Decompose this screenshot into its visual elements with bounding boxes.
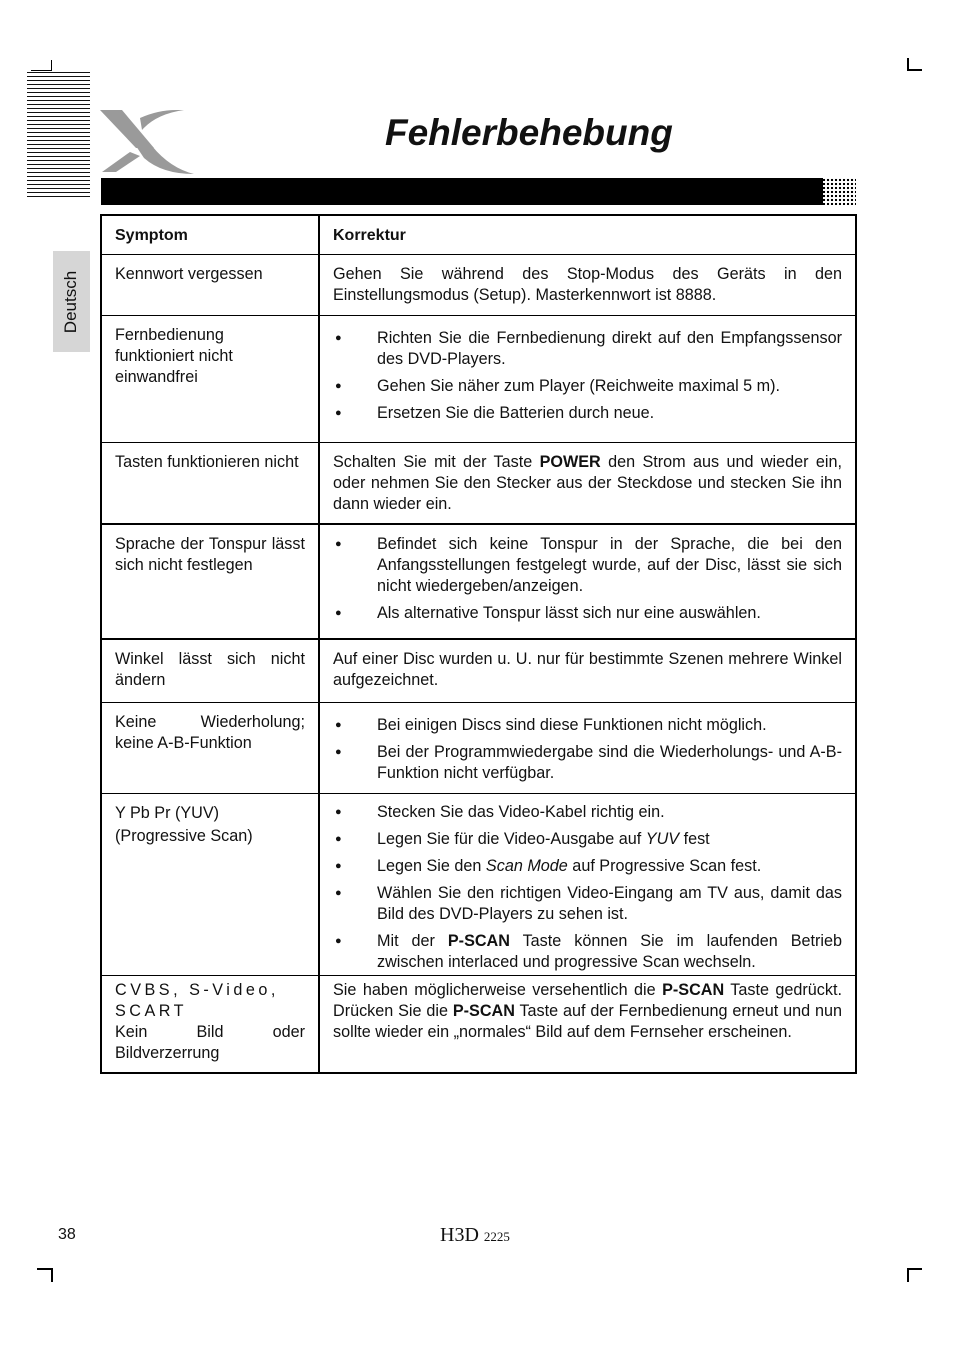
crop-mark-bottom-right bbox=[907, 1268, 922, 1282]
language-tab-label: Deutsch bbox=[61, 270, 81, 333]
symptom-cell bbox=[101, 794, 319, 976]
table-row bbox=[101, 443, 856, 525]
correction-text: Schalten Sie mit der Taste bbox=[333, 453, 540, 471]
list-item: ● Befindet sich keine Tonspur in der Sprache, die bei den Anfangsstellungen festgelegt wurde, auf der Disc, lässt sie sich nicht wiedergeben/anzeigen. bbox=[333, 534, 842, 597]
correction-text: Sie haben möglicherweise versehentlich die bbox=[333, 981, 663, 999]
list-item-text: Taste können Sie im laufenden Betrieb zwischen interlaced und progressive Scan wechseln. bbox=[377, 932, 842, 971]
list-item bbox=[333, 802, 842, 823]
p-scan-key-label: P-SCAN bbox=[662, 981, 725, 999]
table-row bbox=[101, 794, 856, 976]
title-bar-dots bbox=[818, 178, 856, 205]
crop-mark-bottom-left bbox=[37, 1268, 53, 1282]
logo-stripes bbox=[27, 72, 90, 200]
crop-mark-top-left bbox=[31, 60, 52, 71]
table-row bbox=[101, 255, 856, 316]
column-header-korrektur: Korrektur bbox=[319, 215, 856, 255]
model-main: H3D bbox=[440, 1224, 479, 1246]
symptom-line: Kein Bild oder Bildverzerrung bbox=[115, 1023, 305, 1062]
model-number: 2225 bbox=[483, 1229, 510, 1244]
table-row bbox=[101, 639, 856, 703]
correction-cell bbox=[319, 794, 856, 976]
power-key-label: POWER bbox=[539, 453, 601, 471]
list-item: ● Gehen Sie näher zum Player (Reichweite maximal 5 m). bbox=[333, 376, 842, 397]
list-item bbox=[333, 829, 842, 850]
page-number: 38 bbox=[58, 1226, 76, 1243]
symptom-line: (Progressive Scan) bbox=[115, 827, 253, 845]
symptom-cell: Sprache der Tonspur lässt sich nicht festlegen bbox=[101, 524, 319, 639]
table-header-row bbox=[101, 215, 856, 255]
troubleshooting-table bbox=[100, 214, 857, 1074]
correction-text: Taste auf der Fernbedienung erneut und nun sollte wieder ein „normales“ Bild auf dem Fernseher erscheinen. bbox=[333, 1002, 842, 1041]
yuv-label: YUV bbox=[645, 830, 680, 848]
list-item: ● Richten Sie die Fernbedienung direkt auf den Empfangssensor des DVD-Players. bbox=[333, 328, 842, 370]
correction-text: den Strom aus und wieder ein, oder nehmen Sie den Stecker aus der Steckdose und stecken Sie ihn dann wieder ein. bbox=[333, 453, 843, 513]
list-item: ● Als alternative Tonspur lässt sich nur eine auswählen. bbox=[333, 603, 842, 624]
list-item-text: auf Progressive Scan fest. bbox=[567, 857, 762, 875]
page-title: Fehlerbehebung bbox=[385, 112, 673, 153]
x-logo-icon bbox=[96, 108, 196, 176]
correction-cell bbox=[319, 316, 856, 443]
table-row bbox=[101, 524, 856, 639]
correction-cell bbox=[319, 976, 856, 1074]
symptom-cell: Winkel lässt sich nicht ändern bbox=[101, 639, 319, 703]
symptom-cell: Fernbedienung funktioniert nicht einwandfrei bbox=[101, 316, 319, 443]
language-tab bbox=[53, 251, 90, 352]
correction-cell: Auf einer Disc wurden u. U. nur für bestimmte Szenen mehrere Winkel aufgezeichnet. bbox=[319, 639, 856, 703]
list-item bbox=[333, 931, 842, 973]
symptom-line: CVBS, S-Video, SCART bbox=[115, 981, 279, 1020]
model-name bbox=[440, 1224, 510, 1247]
list-item: ● Ersetzen Sie die Batterien durch neue. bbox=[333, 403, 842, 424]
crop-mark-top-right bbox=[907, 58, 922, 71]
table-row bbox=[101, 703, 856, 794]
p-scan-key-label: P-SCAN bbox=[452, 1002, 515, 1020]
list-item bbox=[333, 883, 842, 925]
correction-text: Taste gedrückt. Drücken Sie die bbox=[333, 981, 842, 1020]
list-item-text: Mit der bbox=[377, 932, 448, 950]
table-row bbox=[101, 976, 856, 1074]
correction-cell bbox=[319, 524, 856, 639]
list-item-text: Wählen Sie den richtigen Video-Eingang am TV aus, damit das Bild des DVD-Players zu sehen ist. bbox=[377, 884, 842, 923]
list-item-text: Legen Sie für die Video-Ausgabe auf bbox=[377, 830, 646, 848]
p-scan-key-label: P-SCAN bbox=[447, 932, 510, 950]
correction-cell bbox=[319, 703, 856, 794]
symptom-cell: Tasten funktionieren nicht bbox=[101, 443, 319, 525]
list-item: ● Bei einigen Discs sind diese Funktionen nicht möglich. bbox=[333, 715, 842, 736]
list-item bbox=[333, 856, 842, 877]
symptom-cell: Kennwort vergessen bbox=[101, 255, 319, 316]
title-bar bbox=[101, 178, 823, 205]
list-item: ● Bei der Programmwiedergabe sind die Wiederholungs- und A-B-Funktion nicht verfügbar. bbox=[333, 742, 842, 784]
list-item-text: Legen Sie den bbox=[377, 857, 486, 875]
correction-cell: Gehen Sie während des Stop-Modus des Geräts in den Einstellungsmodus (Setup). Masterkennwort ist 8888. bbox=[319, 255, 856, 316]
list-item-text: fest bbox=[679, 830, 710, 848]
list-item-text: Stecken Sie das Video-Kabel richtig ein. bbox=[377, 803, 665, 821]
symptom-line: Y Pb Pr (YUV) bbox=[115, 804, 220, 822]
symptom-cell bbox=[101, 976, 319, 1074]
column-header-symptom: Symptom bbox=[101, 215, 319, 255]
correction-cell bbox=[319, 443, 856, 525]
scan-mode-label: Scan Mode bbox=[485, 857, 568, 875]
symptom-cell: Keine Wiederholung; keine A-B-Funktion bbox=[101, 703, 319, 794]
table-row bbox=[101, 316, 856, 443]
